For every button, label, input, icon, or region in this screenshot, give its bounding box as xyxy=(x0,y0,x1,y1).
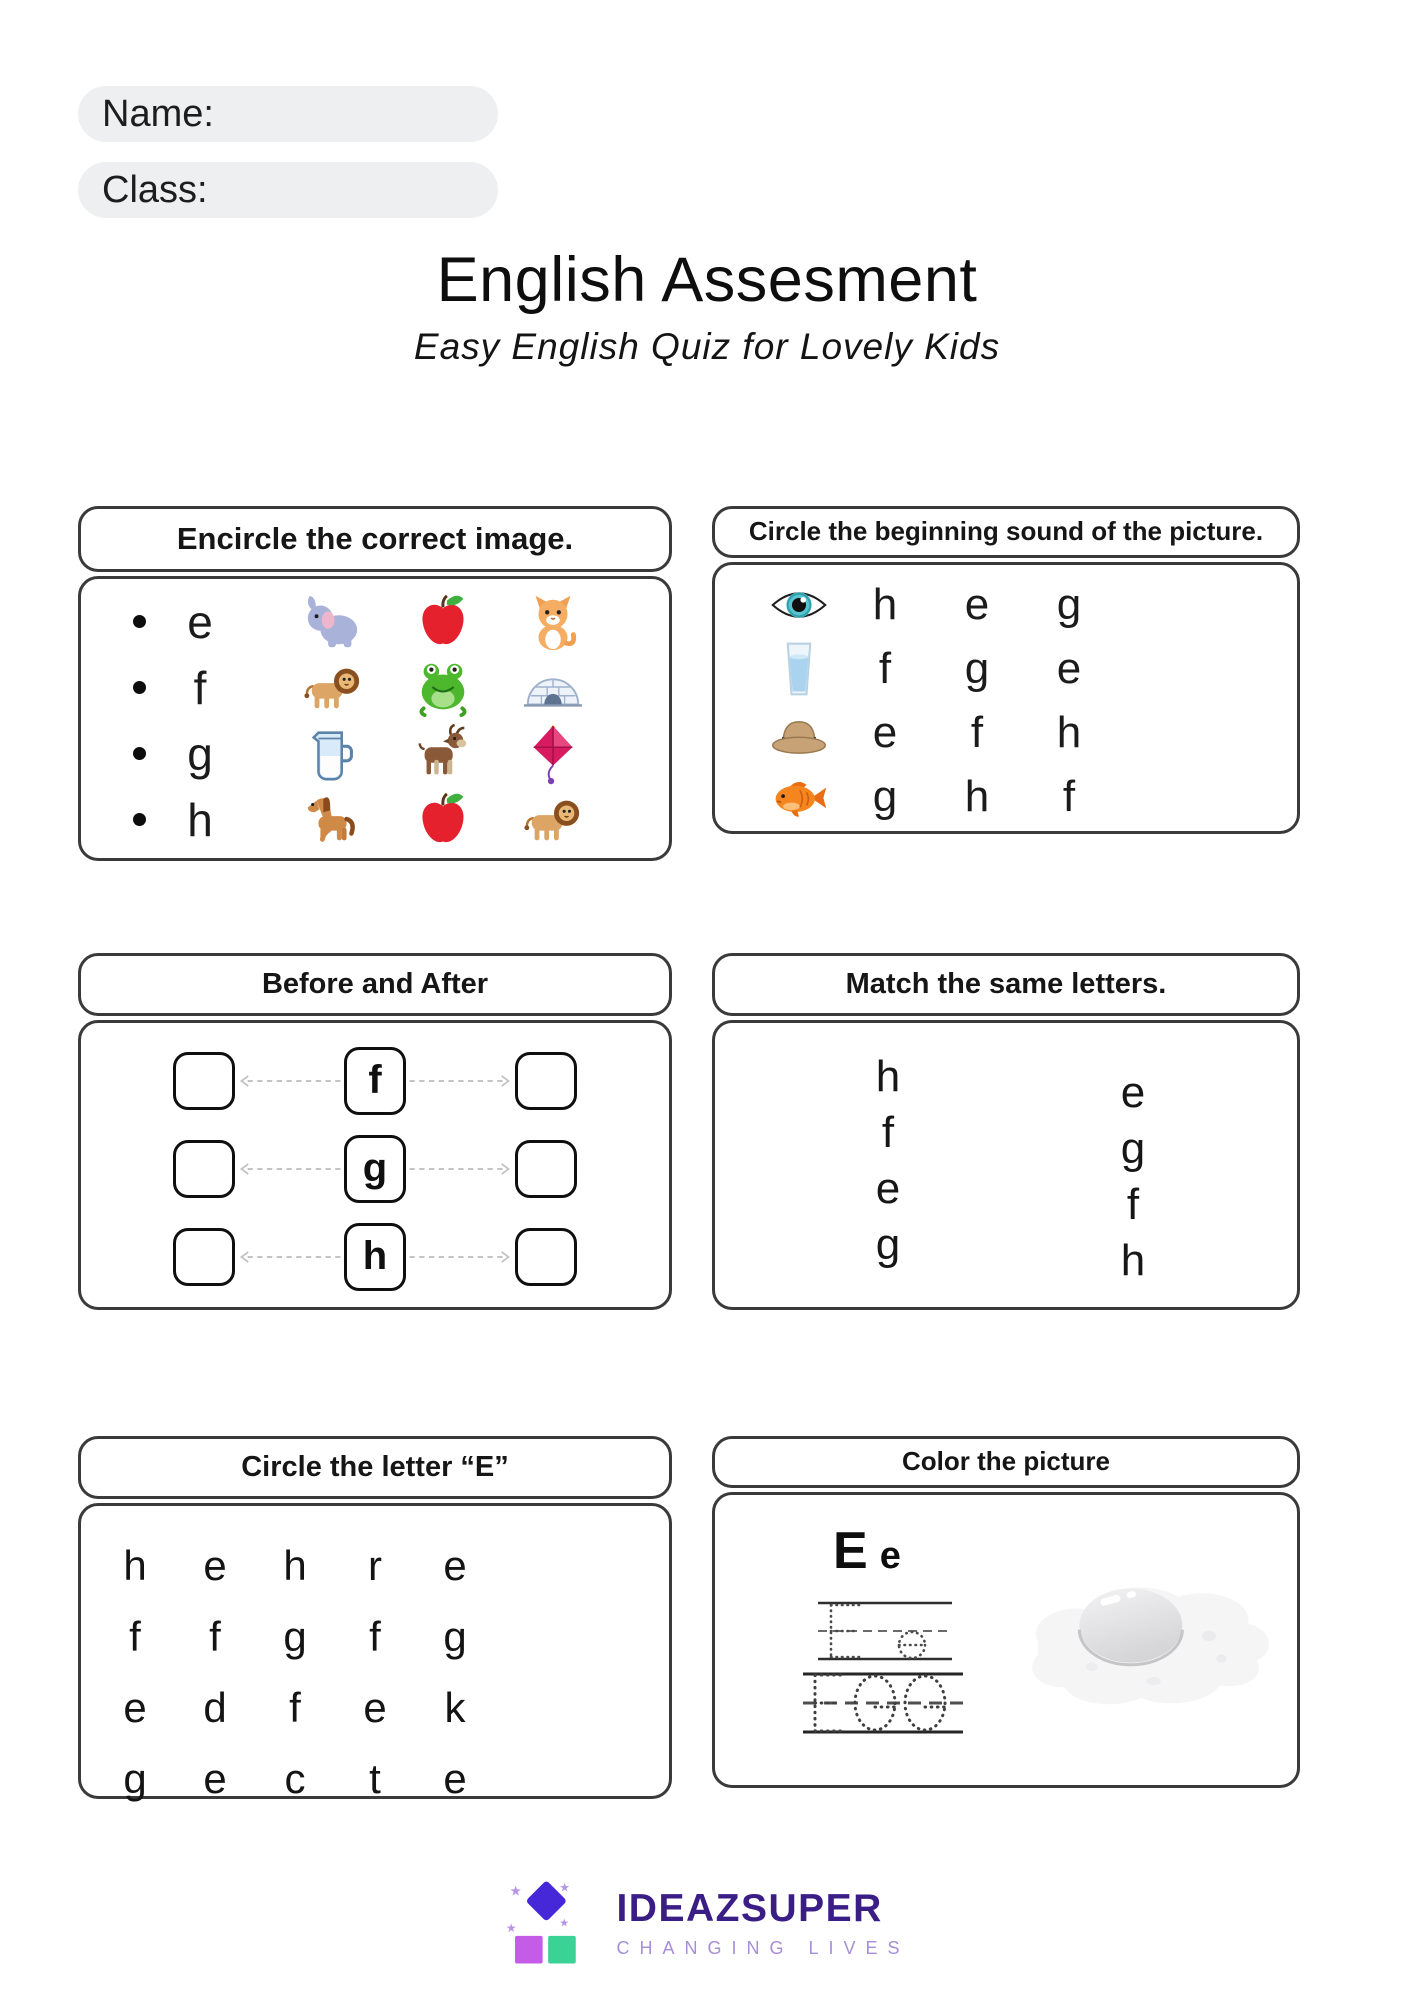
svg-text:★: ★ xyxy=(559,1881,571,1896)
fish-icon xyxy=(759,766,839,828)
apple-icon xyxy=(410,788,476,852)
beginning-sound-row xyxy=(715,573,1297,637)
brand-logo-text xyxy=(616,1887,909,1959)
grid-letter: e xyxy=(203,1754,227,1802)
panel-match-letters-body xyxy=(712,1020,1300,1310)
brand-logo-icon xyxy=(504,1873,596,1973)
panel-color-picture-body xyxy=(712,1492,1300,1788)
grid-letter: f xyxy=(289,1683,301,1731)
svg-text:★: ★ xyxy=(509,1883,523,1900)
before-after-row xyxy=(173,1037,577,1125)
horse-icon xyxy=(300,788,366,852)
after-answer-box xyxy=(515,1228,577,1286)
bullet-dot xyxy=(133,615,146,628)
title-block xyxy=(0,244,1414,368)
cat-icon xyxy=(520,590,586,654)
panel-before-after-header xyxy=(78,953,672,1016)
arrow-left-icon xyxy=(235,1073,344,1089)
sound-option-letter: g xyxy=(872,771,898,821)
match-left-column xyxy=(866,1049,910,1273)
panel-color-picture xyxy=(712,1436,1300,1788)
grid-letter: t xyxy=(369,1754,381,1802)
panel-circle-letter-e-body xyxy=(78,1503,672,1802)
sound-option-letter: f xyxy=(1062,771,1076,821)
grid-letter: e xyxy=(203,1541,227,1589)
beginning-sound-row xyxy=(715,637,1297,701)
frog-icon xyxy=(410,656,476,720)
panel-color-picture-header xyxy=(712,1436,1300,1488)
lion-icon xyxy=(520,788,586,852)
panel-encircle-header xyxy=(78,506,672,572)
sound-option-letter: g xyxy=(964,643,990,693)
jug-icon xyxy=(300,722,366,786)
big-letter: E xyxy=(833,1521,868,1580)
arrow-right-icon xyxy=(406,1249,515,1265)
kite-icon xyxy=(520,722,586,786)
sound-option-letter: h xyxy=(1056,707,1082,757)
panel-match-letters-header xyxy=(712,953,1300,1016)
match-left-letter: g xyxy=(875,1219,901,1269)
before-answer-box xyxy=(173,1140,235,1198)
trace-egg-word xyxy=(803,1671,963,1735)
grid-letter: e xyxy=(123,1683,147,1731)
grid-letter: e xyxy=(443,1541,467,1589)
sound-option-letter: e xyxy=(872,707,898,757)
svg-text:★: ★ xyxy=(559,1917,570,1931)
panel-beginning-sound-title: Circle the beginning sound of the picture. xyxy=(748,516,1264,546)
before-after-row xyxy=(173,1125,577,1213)
beginning-sound-row xyxy=(715,765,1297,829)
option-letter: f xyxy=(193,661,207,714)
lion-icon xyxy=(300,656,366,720)
match-right-letter: h xyxy=(1120,1235,1146,1285)
igloo-icon xyxy=(520,656,586,720)
grid-letter: e xyxy=(363,1683,387,1731)
encircle-row xyxy=(81,787,669,853)
grid-letter: g xyxy=(283,1612,307,1660)
match-left-letter: f xyxy=(881,1107,895,1157)
panel-match-letters-title: Match the same letters. xyxy=(845,967,1167,1000)
before-after-row xyxy=(173,1213,577,1301)
grid-letter: g xyxy=(123,1754,147,1802)
page-title: English Assesment xyxy=(436,245,978,315)
encircle-row xyxy=(81,721,669,787)
panel-encircle xyxy=(78,506,672,861)
sound-option-letter: e xyxy=(964,579,990,629)
before-answer-box xyxy=(173,1228,235,1286)
grid-letter: e xyxy=(443,1754,467,1802)
water-glass-icon xyxy=(759,638,839,700)
option-letter: e xyxy=(187,595,213,648)
arrow-right-icon xyxy=(406,1161,515,1177)
bullet-dot xyxy=(133,747,146,760)
arrow-left-icon xyxy=(235,1249,344,1265)
panel-color-picture-title: Color the picture xyxy=(901,1445,1110,1476)
grid-letter: c xyxy=(284,1754,306,1802)
grid-letter: f xyxy=(129,1612,141,1660)
trace-egg-icon xyxy=(803,1671,963,1735)
match-right-letter: g xyxy=(1120,1123,1146,1173)
brand-name: IDEAZSUPER xyxy=(616,1887,883,1931)
class-label: Class: xyxy=(102,168,208,211)
worksheet-grid xyxy=(0,506,1414,1802)
panel-match-letters xyxy=(712,953,1300,1310)
beginning-sound-row xyxy=(715,701,1297,765)
fried-egg-icon xyxy=(997,1561,1275,1717)
sound-option-letter: f xyxy=(970,707,984,757)
sound-option-letter: h xyxy=(872,579,898,629)
arrow-left-icon xyxy=(235,1161,344,1177)
match-left-letter: e xyxy=(875,1163,901,1213)
grid-letter: g xyxy=(443,1612,467,1660)
page-subtitle: Easy English Quiz for Lovely Kids xyxy=(413,326,1001,367)
grid-letter: r xyxy=(368,1541,382,1589)
small-letter: e xyxy=(879,1534,901,1577)
fried-egg-image xyxy=(997,1561,1275,1717)
name-field xyxy=(78,86,498,142)
match-right-letter: f xyxy=(1126,1179,1140,1229)
center-letter-box: g xyxy=(344,1135,406,1203)
arrow-right-icon xyxy=(406,1073,515,1089)
panel-circle-letter-e xyxy=(78,1436,672,1802)
before-answer-box xyxy=(173,1052,235,1110)
center-letter-box: f xyxy=(344,1047,406,1115)
match-right-column xyxy=(1111,1065,1155,1289)
letter-pair-heading xyxy=(833,1521,901,1581)
sound-option-letter: g xyxy=(1056,579,1082,629)
match-right-letter: e xyxy=(1120,1067,1146,1117)
panel-before-after-title: Before and After xyxy=(261,967,489,1000)
bullet-dot xyxy=(133,813,146,826)
panel-before-after-body xyxy=(78,1020,672,1310)
panel-circle-letter-e-header xyxy=(78,1436,672,1499)
encircle-row xyxy=(81,589,669,655)
bullet-dot xyxy=(133,681,146,694)
panel-circle-letter-e-title: Circle the letter “E” xyxy=(241,1450,509,1483)
match-left-letter: h xyxy=(875,1051,901,1101)
center-letter-box: h xyxy=(344,1223,406,1291)
grid-letter: d xyxy=(203,1683,227,1731)
sound-option-letter: h xyxy=(964,771,990,821)
name-label: Name: xyxy=(102,92,214,135)
goat-icon xyxy=(410,722,476,786)
panel-encircle-title: Encircle the correct image. xyxy=(176,521,574,556)
elephant-icon xyxy=(300,590,366,654)
apple-icon xyxy=(410,590,476,654)
trace-ee-icon xyxy=(815,1599,955,1663)
sound-option-letter: f xyxy=(878,643,892,693)
svg-text:★: ★ xyxy=(506,1921,518,1936)
grid-letter: h xyxy=(283,1541,307,1589)
panel-before-after xyxy=(78,953,672,1310)
panel-encircle-body xyxy=(78,576,672,861)
option-letter: g xyxy=(187,727,213,780)
brand-logo xyxy=(0,1873,1414,1973)
class-field xyxy=(78,162,498,218)
eye-icon xyxy=(759,574,839,636)
encircle-row xyxy=(81,655,669,721)
option-letter: h xyxy=(187,793,213,846)
brand-tagline: CHANGING LIVES xyxy=(616,1938,910,1959)
grid-letter: k xyxy=(444,1683,466,1731)
after-answer-box xyxy=(515,1052,577,1110)
after-answer-box xyxy=(515,1140,577,1198)
hat-icon xyxy=(759,702,839,764)
grid-letter: f xyxy=(369,1612,381,1660)
panel-beginning-sound xyxy=(712,506,1300,834)
trace-ee-guide xyxy=(815,1599,955,1663)
panel-beginning-sound-body xyxy=(712,562,1300,834)
sound-option-letter: e xyxy=(1056,643,1082,693)
grid-letter: f xyxy=(209,1612,221,1660)
grid-letter: h xyxy=(123,1541,147,1589)
panel-beginning-sound-header xyxy=(712,506,1300,558)
